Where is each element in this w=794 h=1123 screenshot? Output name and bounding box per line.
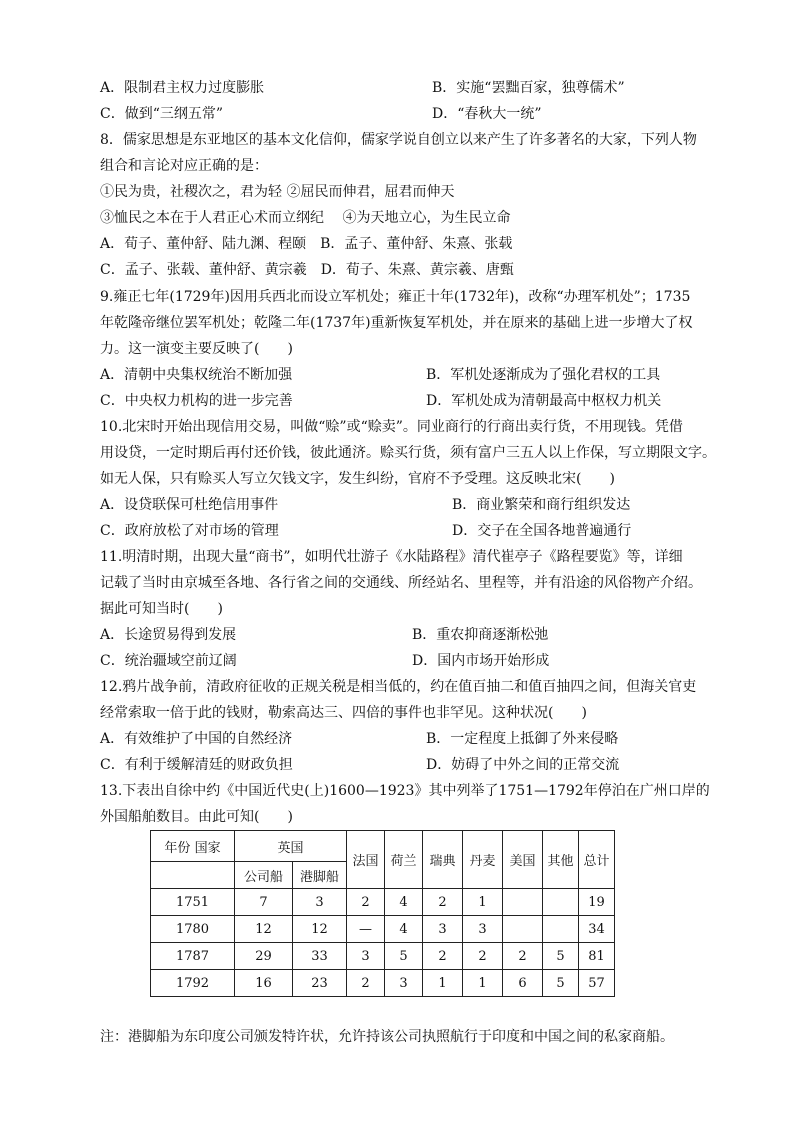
table-cell: 33 — [293, 943, 347, 970]
table-cell: 1792 — [151, 970, 235, 997]
table-row — [151, 889, 615, 916]
q11-stem-line3: 据此可知当时( ) — [100, 601, 223, 617]
table-cell: 12 — [293, 916, 347, 943]
q12-stem-line1: 12.鸦片战争前，清政府征收的正规关税是相当低的，约在值百抽二和值百抽四之间，但海关官吏 — [100, 679, 697, 695]
table-cell: 29 — [235, 943, 293, 970]
table-cell: 1787 — [151, 943, 235, 970]
q9-stem-line3: 力。这一演变主要反映了( ) — [100, 341, 293, 357]
q7-option-b: B．实施“罢黜百家，独尊儒术” — [432, 80, 625, 96]
table-cell: 34 — [579, 916, 615, 943]
header-total: 总计 — [579, 831, 615, 889]
table-note: 注：港脚船为东印度公司颁发特许状，允许持该公司执照航行于印度和中国之间的私家商船。 — [100, 1029, 674, 1045]
table-cell: 3 — [463, 916, 503, 943]
table-cell: 1 — [423, 970, 463, 997]
table-row — [151, 916, 615, 943]
header-other: 其他 — [543, 831, 579, 889]
table-cell — [503, 916, 543, 943]
table-cell: 5 — [385, 943, 423, 970]
table-cell: 4 — [385, 889, 423, 916]
q7-option-c: C．做到“三纲五常” — [100, 106, 224, 122]
table-cell: 19 — [579, 889, 615, 916]
table-cell: 7 — [235, 889, 293, 916]
table-cell: 2 — [347, 889, 385, 916]
table-row — [151, 943, 615, 970]
q13-stem-line1: 13.下表出自徐中约《中国近代史(上)1600—1923》其中列举了1751—1792年停泊在广州口岸的 — [100, 783, 710, 799]
q10-option-a: A．设贷联保可杜绝信用事件 — [100, 497, 279, 513]
q8-items-line1: ①民为贵，社稷次之，君为轻 ②屈民而伸君，屈君而伸天 — [100, 184, 455, 200]
table-cell: 16 — [235, 970, 293, 997]
q12-stem-line2: 经常索取一倍于此的钱财，勒索高达三、四倍的事件也非罕见。这种状况( ) — [100, 705, 587, 721]
table-cell: 2 — [463, 943, 503, 970]
q12-option-b: B．一定程度上抵御了外来侵略 — [426, 731, 619, 747]
q11-option-c: C．统治疆域空前辽阔 — [100, 653, 237, 669]
table-cell: — — [347, 916, 385, 943]
header-denmark: 丹麦 — [463, 831, 503, 889]
q10-option-c: C．政府放松了对市场的管理 — [100, 523, 279, 539]
q10-option-d: D．交子在全国各地普遍通行 — [452, 523, 632, 539]
header-france: 法国 — [347, 831, 385, 889]
table-cell: 3 — [347, 943, 385, 970]
q8-options-cd: C．孟子、张载、董仲舒、黄宗羲 D．荀子、朱熹、黄宗羲、唐甄 — [100, 262, 514, 278]
q8-stem-line1: 8．儒家思想是东亚地区的基本文化信仰，儒家学说自创立以来产生了许多著名的大家，下列人物 — [100, 132, 697, 148]
table-cell: 4 — [385, 916, 423, 943]
table-cell — [503, 889, 543, 916]
table-cell: 23 — [293, 970, 347, 997]
table-cell: 6 — [503, 970, 543, 997]
table-corner-header — [151, 831, 235, 862]
table-cell — [543, 889, 579, 916]
q9-stem-line1: 9.雍正七年(1729年)因用兵西北而设立军机处；雍正十年(1732年)，改称“办理军机处”；1735 — [100, 289, 691, 305]
table-cell: 5 — [543, 943, 579, 970]
table-cell: 1780 — [151, 916, 235, 943]
q8-options-ab: A．荀子、董仲舒、陆九渊、程颐 B．孟子、董仲舒、朱熹、张载 — [100, 236, 513, 252]
q8-stem-line2: 组合和言论对应正确的是： — [100, 158, 268, 174]
table-cell: 57 — [579, 970, 615, 997]
q13-stem-line2: 外国船舶数目。由此可知( ) — [100, 809, 293, 825]
header-company-ship: 公司船 — [235, 862, 293, 889]
table-cell: 1 — [463, 970, 503, 997]
table-cell — [543, 916, 579, 943]
q11-stem-line2: 记载了当时由京城至各地、各行省之间的交通线、所经站名、里程等，并有沿途的风俗物产介绍。 — [100, 575, 702, 591]
q9-option-b: B．军机处逐渐成为了强化君权的工具 — [426, 367, 661, 383]
q9-stem-line2: 年乾隆帝继位罢军机处；乾隆二年(1737年)重新恢复军机处，并在原来的基础上进一步增大了权 — [100, 315, 693, 331]
table-corner-empty — [151, 862, 235, 889]
q11-stem-line1: 11.明清时期，出现大量“商书”，如明代壮游子《水陆路程》清代崔亭子《路程要览》等，详细 — [100, 549, 683, 565]
q8-items-line2: ③恤民之本在于人君正心术而立纲纪 ④为天地立心，为生民立命 — [100, 210, 511, 226]
q7-option-d: D．“春秋大一统” — [432, 106, 542, 122]
q10-stem-line1: 10.北宋时开始出现信用交易，叫做“赊”或“赊卖”。同业商行的行商出卖行货，不用现钱。凭借 — [100, 419, 683, 435]
q11-option-d: D．国内市场开始形成 — [412, 653, 550, 669]
table-cell: 3 — [423, 916, 463, 943]
table-cell: 2 — [503, 943, 543, 970]
table-cell: 2 — [423, 889, 463, 916]
q9-option-a: A．清朝中央集权统治不断加强 — [100, 367, 293, 383]
header-netherlands: 荷兰 — [385, 831, 423, 889]
q9-option-c: C．中央权力机构的进一步完善 — [100, 393, 293, 409]
q10-option-b: B．商业繁荣和商行组织发达 — [452, 497, 631, 513]
q12-option-a: A．有效维护了中国的自然经济 — [100, 731, 293, 747]
header-usa: 美国 — [503, 831, 543, 889]
q12-option-d: D．妨碍了中外之间的正常交流 — [426, 757, 620, 773]
corner-year-label: 年份 — [164, 840, 191, 856]
corner-country-label: 国家 — [194, 840, 221, 856]
q7-option-a: A．限制君主权力过度膨胀 — [100, 80, 265, 96]
table-cell: 1 — [463, 889, 503, 916]
header-sweden: 瑞典 — [423, 831, 463, 889]
q11-option-b: B．重农抑商逐渐松弛 — [412, 627, 549, 643]
ships-table — [150, 830, 615, 997]
table-cell: 81 — [579, 943, 615, 970]
table-cell: 5 — [543, 970, 579, 997]
header-country-ship: 港脚船 — [293, 862, 347, 889]
q12-option-c: C．有利于缓解清廷的财政负担 — [100, 757, 293, 773]
table-row — [151, 970, 615, 997]
q9-option-d: D．军机处成为清朝最高中枢权力机关 — [426, 393, 662, 409]
table-cell: 3 — [293, 889, 347, 916]
britain-header: 英国 — [235, 831, 347, 862]
q10-stem-line3: 如无人保，只有赊买人写立欠钱文字，发生纠纷，官府不予受理。这反映北宋( ) — [100, 471, 615, 487]
table-cell: 2 — [347, 970, 385, 997]
table-cell: 12 — [235, 916, 293, 943]
table-cell: 3 — [385, 970, 423, 997]
q10-stem-line2: 用设贷，一定时期后再付还价钱，彼此通济。赊买行货，须有富户三五人以上作保，写立期限文字。 — [100, 445, 716, 461]
table-cell: 2 — [423, 943, 463, 970]
table-cell: 1751 — [151, 889, 235, 916]
q11-option-a: A．长途贸易得到发展 — [100, 627, 237, 643]
